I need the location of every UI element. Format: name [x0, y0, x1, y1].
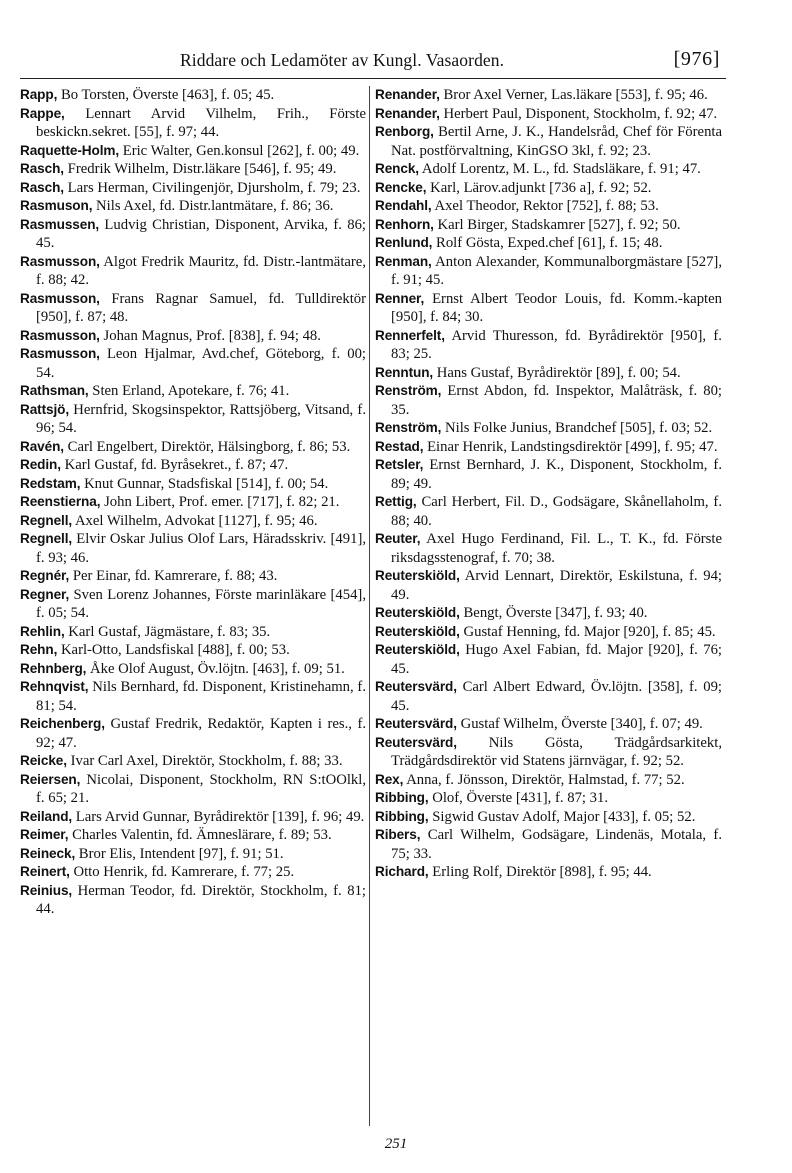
entry-surname: Renström,	[375, 383, 442, 398]
register-entry	[20, 216, 366, 253]
entry-details: Bertil Arne, J. K., Handelsråd, Chef för Förenta Nat. postförvaltning, KinGSO 3kl, f. 92; 23.	[391, 124, 723, 159]
register-entry	[375, 216, 722, 235]
entry-surname: Raquette-Holm,	[20, 142, 120, 158]
entry-surname: Renner,	[375, 290, 425, 306]
entry-surname: Reinert,	[20, 864, 70, 879]
entry-surname: Reiersen,	[20, 771, 81, 787]
entry-details: Lennart Arvid Vilhelm, Frih., Förste beskickn.sekret. [55], f. 97; 44.	[36, 105, 366, 140]
entry-surname: Reuter,	[375, 531, 421, 546]
entry-details: Karl Birger, Stadskamrer [527], f. 92; 50.	[437, 216, 681, 233]
register-entry	[375, 604, 722, 623]
register-entry	[375, 234, 722, 253]
entry-details: Bengt, Överste [347], f. 93; 40.	[463, 605, 648, 621]
register-entry	[375, 105, 722, 124]
page-number: 251	[384, 1136, 408, 1152]
register-entry	[375, 493, 722, 530]
entry-surname: Reinius,	[20, 882, 73, 898]
entry-surname: Regnell,	[20, 512, 73, 528]
entry-details: Arvid Lennart, Direktör, Eskilstuna, f. 94; 49.	[391, 568, 722, 603]
entry-surname: Regnell,	[20, 531, 73, 546]
register-entry	[375, 734, 722, 771]
entry-details: Carl Herbert, Fil. D., Godsägare, Skånellaholm, f. 88; 40.	[391, 494, 722, 529]
entry-details: Sten Erland, Apotekare, f. 76; 41.	[92, 383, 290, 399]
entry-surname: Reutersvärd,	[375, 679, 457, 694]
register-entry	[20, 530, 366, 567]
entry-surname: Renander,	[375, 105, 440, 121]
register-entry	[375, 419, 722, 438]
register-entry	[375, 715, 722, 734]
register-entry	[375, 253, 722, 290]
register-entry	[375, 826, 722, 863]
entry-surname: Ravén,	[20, 438, 64, 454]
entry-surname: Renhorn,	[375, 216, 434, 232]
entry-surname: Regnér,	[20, 568, 70, 583]
register-entry	[375, 86, 722, 105]
entry-details: Johan Magnus, Prof. [838], f. 94; 48.	[103, 327, 321, 344]
register-entry	[20, 623, 366, 642]
entry-surname: Reiland,	[20, 808, 73, 824]
entry-surname: Rehlin,	[20, 623, 65, 639]
register-entry	[375, 808, 722, 827]
entry-surname: Reineck,	[20, 845, 76, 861]
register-entry	[20, 863, 366, 882]
register-entry	[375, 641, 722, 678]
register-entry	[20, 105, 366, 142]
register-entry	[375, 623, 722, 642]
register-entry	[20, 715, 366, 752]
entry-surname: Retsler,	[375, 457, 424, 472]
register-entry	[20, 826, 366, 845]
register-entry	[20, 512, 366, 531]
entry-details: Åke Olof August, Öv.löjtn. [463], f. 09; 51.	[90, 660, 345, 677]
register-entry	[375, 567, 722, 604]
register-entry	[20, 327, 366, 346]
entry-details: Bror Axel Verner, Las.läkare [553], f. 95; 46.	[443, 87, 708, 103]
entry-details: Erling Rolf, Direktör [898], f. 95; 44.	[432, 864, 652, 880]
entry-surname: Reimer,	[20, 827, 69, 842]
register-entry	[20, 160, 366, 179]
entry-details: Nils Axel, fd. Distr.lantmätare, f. 86; 36.	[96, 198, 334, 214]
entry-surname: Ribers,	[375, 827, 421, 842]
register-entry	[375, 123, 722, 160]
entry-details: Nils Folke Junius, Brandchef [505], f. 03; 52.	[445, 420, 713, 436]
entry-surname: Renntun,	[375, 364, 434, 380]
register-entry	[20, 808, 366, 827]
entry-surname: Ribbing,	[375, 808, 429, 824]
register-entry	[20, 142, 366, 161]
entry-surname: Rathsman,	[20, 383, 89, 398]
register-entry	[375, 179, 722, 198]
entry-details: Ernst Abdon, fd. Inspektor, Malåträsk, f. 80; 35.	[391, 383, 722, 418]
register-entry	[20, 290, 366, 327]
page-header	[0, 48, 792, 78]
entry-details: Axel Wilhelm, Advokat [1127], f. 95; 46.	[74, 512, 318, 529]
entry-details: Sigwid Gustav Adolf, Major [433], f. 05; 52.	[432, 808, 696, 825]
register-entry	[375, 771, 722, 790]
entry-details: Olof, Överste [431], f. 87; 31.	[432, 790, 609, 806]
entry-surname: Rennerfelt,	[375, 327, 445, 343]
entry-surname: Reuterskiöld,	[375, 568, 460, 583]
entry-surname: Renck,	[375, 161, 419, 176]
entry-details: Arvid Thuresson, fd. Byrådirektör [950], f. 83; 25.	[391, 327, 722, 362]
register-entry	[20, 345, 366, 382]
register-entry	[20, 86, 366, 105]
entry-details: Herbert Paul, Disponent, Stockholm, f. 92; 47.	[443, 105, 718, 122]
entry-details: Algot Fredrik Mauritz, fd. Distr.-lantmätare, f. 88; 42.	[36, 253, 366, 288]
entry-details: Leon Hjalmar, Avd.chef, Göteborg, f. 00; 54.	[36, 346, 366, 381]
running-title: Riddare och Ledamöter av Kungl. Vasaorden.	[180, 50, 505, 70]
entry-details: Herman Teodor, fd. Direktör, Stockholm, f. 81; 44.	[36, 882, 366, 917]
entry-surname: Rasmusson,	[20, 290, 100, 306]
register-entry	[20, 179, 366, 198]
entry-surname: Rencke,	[375, 179, 427, 195]
entry-surname: Renlund,	[375, 235, 433, 250]
register-entry	[20, 475, 366, 494]
register-entry	[375, 382, 722, 419]
entry-details: Einar Henrik, Landstingsdirektör [499], f. 95; 47.	[427, 438, 718, 455]
register-entry	[375, 456, 722, 493]
entry-surname: Rapp,	[20, 87, 58, 102]
register-entry	[375, 364, 722, 383]
register-entry	[375, 438, 722, 457]
register-entry	[20, 586, 366, 623]
entry-surname: Rendahl,	[375, 198, 432, 213]
entry-details: Elvir Oskar Julius Olof Lars, Häradsskriv. [491], f. 93; 46.	[36, 531, 367, 566]
register-entry	[20, 382, 366, 401]
entry-surname: Renman,	[375, 253, 432, 269]
entry-surname: Reuterskiöld,	[375, 605, 460, 620]
entry-surname: Rasch,	[20, 179, 64, 195]
entry-details: Rolf Gösta, Exped.chef [61], f. 15; 48.	[436, 235, 663, 251]
entry-details: Charles Valentin, fd. Ämneslärare, f. 89; 53.	[72, 827, 332, 843]
entry-surname: Rehnqvist,	[20, 679, 89, 694]
entry-details: Eric Walter, Gen.konsul [262], f. 00; 49.	[122, 142, 360, 159]
entry-surname: Rappe,	[20, 105, 65, 121]
entry-details: Hans Gustaf, Byrådirektör [89], f. 00; 54.	[436, 364, 681, 381]
entry-details: Frans Ragnar Samuel, fd. Tulldirektör [950], f. 87; 48.	[36, 290, 367, 325]
entry-details: Axel Theodor, Rektor [752], f. 88; 53.	[434, 198, 659, 214]
header-rule	[20, 78, 726, 79]
register-entry	[20, 456, 366, 475]
entry-details: Anton Alexander, Kommunalborgmästare [527], f. 91; 45.	[391, 253, 722, 288]
left-column	[20, 86, 366, 919]
page-code: [976]	[673, 48, 720, 70]
entry-details: Axel Hugo Ferdinand, Fil. L., T. K., fd. Förste riksdagsstenograf, f. 70; 38.	[391, 531, 722, 566]
register-entry	[20, 678, 366, 715]
entry-details: Knut Gunnar, Stadsfiskal [514], f. 00; 54.	[84, 475, 329, 492]
entry-details: Bo Torsten, Överste [463], f. 05; 45.	[60, 87, 275, 103]
entry-surname: Rehn,	[20, 642, 58, 657]
register-entry	[20, 882, 366, 919]
register-entry	[20, 567, 366, 586]
entry-surname: Rasmusson,	[20, 253, 100, 269]
entry-details: Nils Gösta, Trädgårdsarkitekt, Trädgårdsdirektör vid Statens järnvägar, f. 92; 52.	[391, 734, 723, 769]
entry-details: Carl Wilhelm, Godsägare, Lindenäs, Motala, f. 75; 33.	[391, 827, 722, 862]
entry-surname: Renström,	[375, 420, 442, 435]
entry-surname: Richard,	[375, 864, 429, 879]
entry-details: Ernst Albert Teodor Louis, fd. Komm.-kapten [950], f. 84; 30.	[391, 290, 722, 325]
register-entry	[20, 197, 366, 216]
entry-details: Per Einar, fd. Kamrerare, f. 88; 43.	[72, 568, 278, 584]
entry-details: Karl, Lärov.adjunkt [736 a], f. 92; 52.	[430, 179, 652, 196]
register-entry	[375, 160, 722, 179]
register-entry	[375, 197, 722, 216]
entry-details: Lars Arvid Gunnar, Byrådirektör [139], f. 96; 49.	[75, 808, 365, 825]
entry-surname: Rasch,	[20, 161, 64, 176]
entry-surname: Rattsjö,	[20, 401, 70, 417]
register-entry	[375, 789, 722, 808]
entry-details: Carl Albert Edward, Öv.löjtn. [358], f. 09; 45.	[391, 679, 723, 714]
register-entry	[375, 327, 722, 364]
entry-surname: Rasmusson,	[20, 346, 100, 361]
register-entry	[20, 253, 366, 290]
entry-details: John Libert, Prof. emer. [717], f. 82; 21.	[104, 494, 340, 510]
entry-details: Karl Gustaf, fd. Byråsekret., f. 87; 47.	[64, 457, 289, 473]
register-entry	[20, 771, 366, 808]
register-entry	[20, 401, 366, 438]
entry-details: Karl Gustaf, Jägmästare, f. 83; 35.	[68, 623, 271, 640]
entry-details: Gustaf Wilhelm, Överste [340], f. 07; 49.	[460, 716, 703, 732]
entry-details: Karl-Otto, Landsfiskal [488], f. 00; 53.	[60, 642, 290, 658]
register-entry	[20, 641, 366, 660]
entry-details: Gustaf Henning, fd. Major [920], f. 85; 45.	[463, 623, 716, 640]
entry-surname: Reuterskiöld,	[375, 623, 460, 639]
entry-details: Hernfrid, Skogsinspektor, Rattsjöberg, Vitsand, f. 96; 54.	[36, 401, 366, 436]
entry-surname: Redin,	[20, 457, 61, 472]
right-column	[375, 86, 722, 882]
register-entry	[375, 530, 722, 567]
entry-surname: Reenstierna,	[20, 494, 101, 509]
entry-details: Bror Elis, Intendent [97], f. 91; 51.	[78, 845, 284, 862]
entry-surname: Reuterskiöld,	[375, 642, 460, 657]
entry-surname: Renborg,	[375, 124, 434, 139]
entry-details: Fredrik Wilhelm, Distr.läkare [546], f. 95; 49.	[67, 161, 337, 177]
entry-details: Hugo Axel Fabian, fd. Major [920], f. 76; 45.	[391, 642, 722, 677]
entry-details: Anna, f. Jönsson, Direktör, Halmstad, f. 77; 52.	[406, 771, 685, 788]
entry-surname: Rettig,	[375, 494, 417, 509]
register-entry	[20, 660, 366, 679]
register-entry	[375, 290, 722, 327]
entry-surname: Rex,	[375, 771, 404, 787]
register-entry	[375, 863, 722, 882]
entry-details: Adolf Lorentz, M. L., fd. Stadsläkare, f. 91; 47.	[421, 161, 701, 177]
entry-surname: Reichenberg,	[20, 716, 105, 731]
entry-surname: Rehnberg,	[20, 660, 87, 676]
register-entry	[20, 752, 366, 771]
entry-details: Lars Herman, Civilingenjör, Djursholm, f. 79; 23.	[67, 179, 361, 196]
entry-surname: Restad,	[375, 438, 424, 454]
entry-details: Ivar Carl Axel, Direktör, Stockholm, f. 88; 33.	[70, 753, 343, 769]
entry-surname: Reutersvärd,	[375, 734, 457, 750]
entry-details: Sven Lorenz Johannes, Förste marinläkare [454], f. 05; 54.	[36, 586, 366, 621]
entry-details: Carl Engelbert, Direktör, Hälsingborg, f. 86; 53.	[67, 438, 351, 455]
register-entry	[20, 493, 366, 512]
entry-details: Nils Bernhard, fd. Disponent, Kristinehamn, f. 81; 54.	[36, 679, 366, 714]
entry-details: Gustaf Fredrik, Redaktör, Kapten i res., f. 92; 47.	[36, 716, 367, 751]
entry-surname: Ribbing,	[375, 790, 429, 805]
register-entry	[375, 678, 722, 715]
entry-details: Nicolai, Disponent, Stockholm, RN S:tOOlkl, f. 65; 21.	[36, 771, 366, 806]
entry-details: Otto Henrik, fd. Kamrerare, f. 77; 25.	[73, 864, 295, 880]
entry-surname: Renander,	[375, 87, 440, 102]
entry-surname: Rasmusson,	[20, 327, 100, 343]
entry-details: Ernst Bernhard, J. K., Disponent, Stockholm, f. 89; 49.	[391, 457, 722, 492]
entry-surname: Rasmussen,	[20, 216, 100, 232]
entry-surname: Reutersvärd,	[375, 716, 457, 731]
entry-surname: Redstam,	[20, 475, 81, 491]
entry-surname: Reicke,	[20, 753, 67, 768]
register-entry	[20, 845, 366, 864]
register-entry	[20, 438, 366, 457]
column-divider	[369, 86, 370, 1126]
entry-surname: Regner,	[20, 586, 70, 602]
entry-surname: Rasmuson,	[20, 198, 93, 213]
entry-details: Ludvig Christian, Disponent, Arvika, f. 86; 45.	[36, 216, 367, 251]
